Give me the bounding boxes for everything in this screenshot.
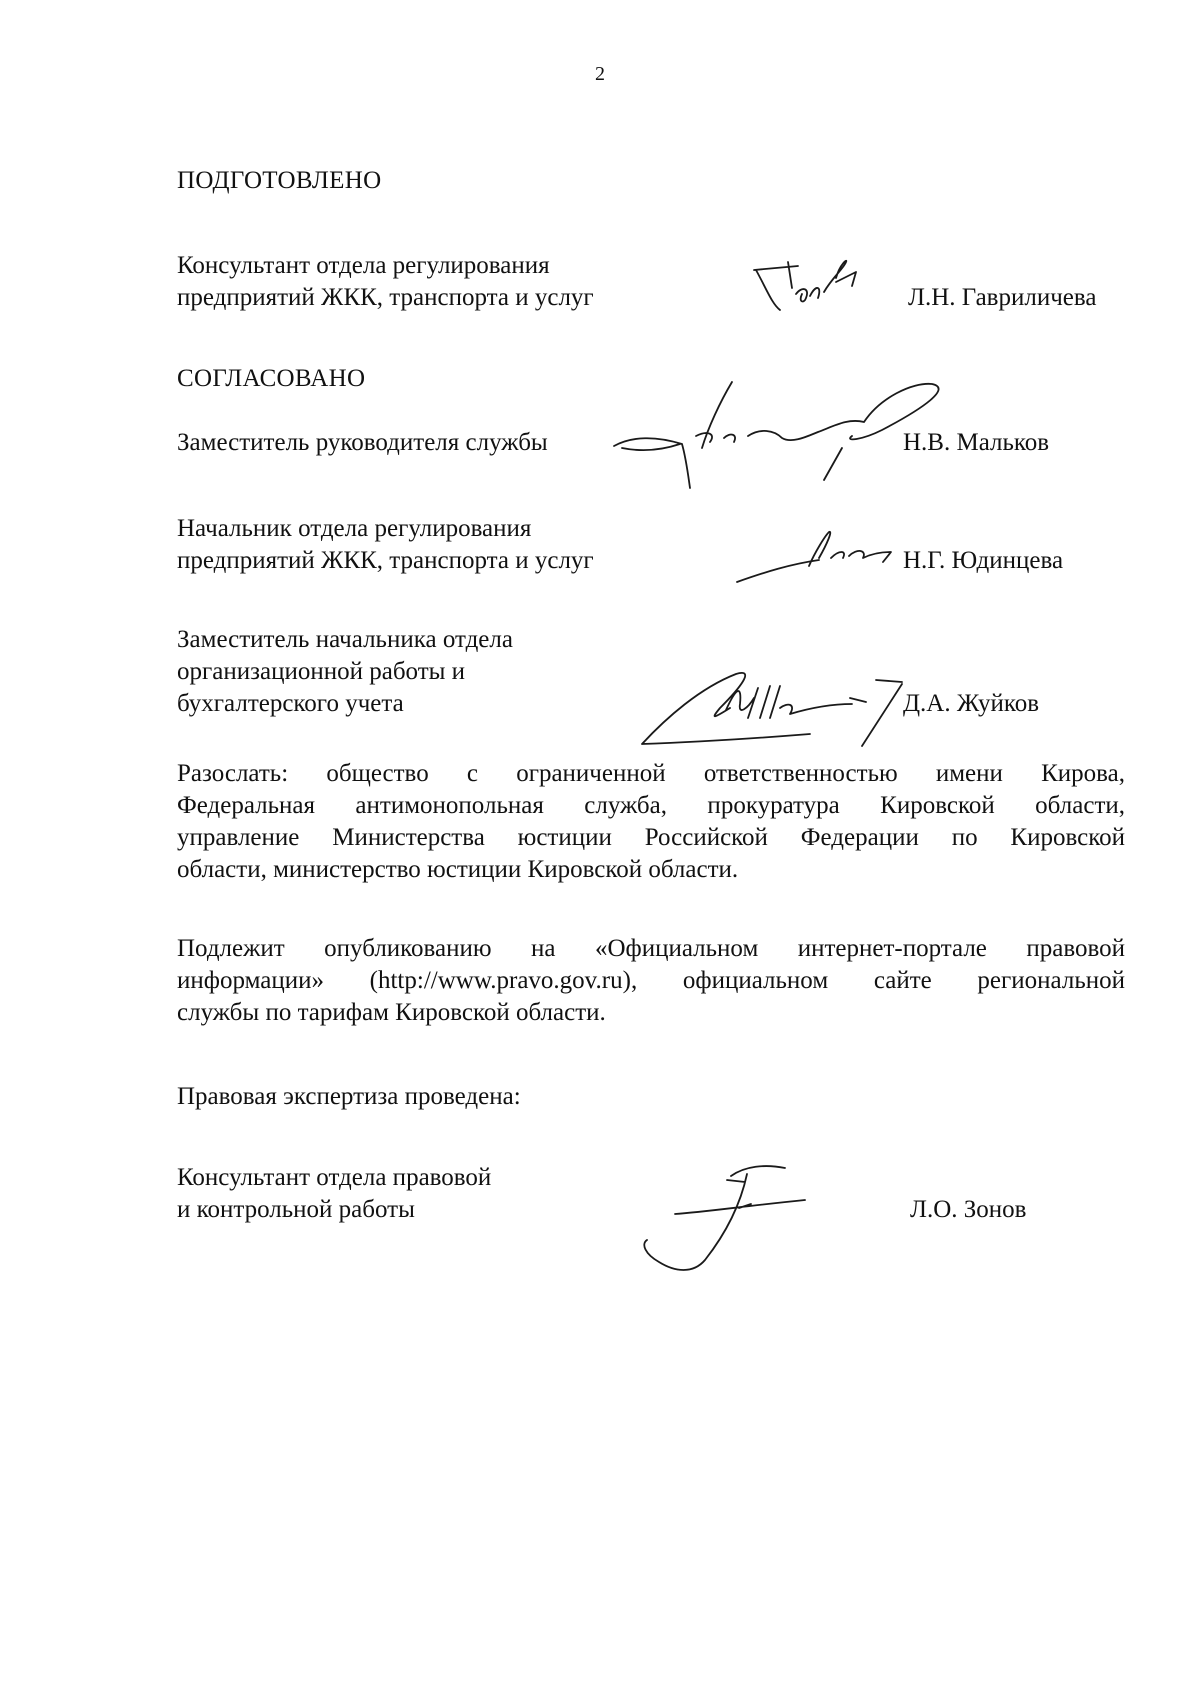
distribution-line-1: Разослать: общество с ограниченной ответственностью имени Кирова, — [177, 760, 1125, 787]
prepared-position-line-1: Консультант отдела регулирования — [177, 252, 550, 279]
distribution-paragraph — [177, 758, 1125, 886]
legal-review-position-line-2: и контрольной работы — [177, 1196, 415, 1223]
prepared-heading: ПОДГОТОВЛЕНО — [177, 167, 382, 194]
agreed-signer-3-name: Д.А. Жуйков — [903, 690, 1040, 717]
agreed-heading: СОГЛАСОВАНО — [177, 365, 366, 392]
agreed-signer-1-position: Заместитель руководителя службы — [177, 429, 548, 456]
publication-paragraph — [177, 933, 1125, 1029]
distribution-line-2: Федеральная антимонопольная служба, прокуратура Кировской области, — [177, 792, 1125, 819]
prepared-signer-name: Л.Н. Гавриличева — [908, 284, 1097, 311]
legal-review-position-line-1: Консультант отдела правовой — [177, 1164, 492, 1191]
distribution-line-4: области, министерство юстиции Кировской области. — [177, 856, 739, 883]
signature-yudintseva — [735, 528, 895, 588]
signature-zhuykov — [640, 668, 910, 752]
agreed-signer-3-position-line-3: бухгалтерского учета — [177, 690, 404, 717]
agreed-signer-3-position-line-1: Заместитель начальника отдела — [177, 626, 513, 653]
legal-review-heading: Правовая экспертиза проведена: — [177, 1083, 521, 1110]
page-number: 2 — [595, 63, 605, 85]
agreed-signer-2-name: Н.Г. Юдинцева — [903, 547, 1064, 574]
agreed-signer-3-position-line-2: организационной работы и — [177, 658, 466, 685]
publication-line-3: службы по тарифам Кировской области. — [177, 999, 606, 1026]
agreed-signer-2-position-line-2: предприятий ЖКК, транспорта и услуг — [177, 547, 594, 574]
signature-zonov — [635, 1162, 815, 1282]
signature-malkov — [612, 378, 952, 498]
agreed-signer-2-position-line-1: Начальник отдела регулирования — [177, 515, 532, 542]
distribution-line-3: управление Министерства юстиции Российской Федерации по Кировской — [177, 824, 1125, 851]
publication-line-1: Подлежит опубликованию на «Официальном интернет-портале правовой — [177, 935, 1125, 962]
legal-review-signer-name: Л.О. Зонов — [910, 1196, 1027, 1223]
prepared-position-line-2: предприятий ЖКК, транспорта и услуг — [177, 284, 594, 311]
agreed-signer-1-name: Н.В. Мальков — [903, 429, 1050, 456]
publication-line-2: информации» (http://www.pravo.gov.ru), официальном сайте региональной — [177, 967, 1125, 994]
signature-gavrilicheva — [752, 258, 862, 322]
